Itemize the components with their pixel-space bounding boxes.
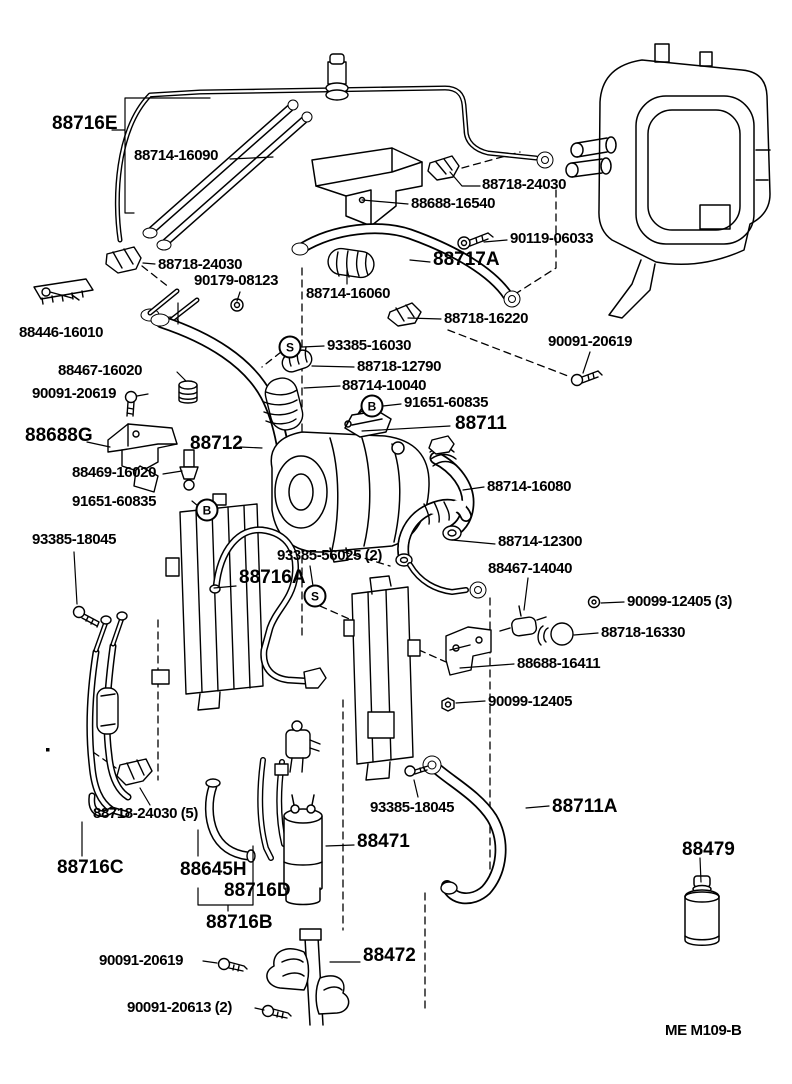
part-label-88467-16020: 88467-16020 [58, 362, 143, 379]
part-label-90179-08123: 90179-08123 [194, 272, 279, 289]
part-label-88718-24030-5: 88718-24030 (5) [93, 805, 198, 822]
part-label-90119-06033: 90119-06033 [510, 230, 594, 247]
part-label-88716E: 88716E [52, 113, 118, 134]
nut-90099-12405 [442, 698, 454, 711]
plug-88469-16020 [180, 450, 198, 490]
part-label-88479: 88479 [682, 839, 735, 860]
clamp-88718-24030-5 [117, 759, 152, 785]
screw-90091-20619-left [126, 392, 137, 417]
part-label-88471: 88471 [357, 831, 410, 852]
part-label-88714-10040: 88714-10040 [342, 377, 427, 394]
part-label-90099-12405-3: 90099-12405 (3) [627, 593, 732, 610]
part-label-93385-18045-left: 93385-18045 [32, 531, 117, 548]
part-label-88688-16540: 88688-16540 [411, 195, 496, 212]
part-label-88469-16020: 88469-16020 [72, 464, 157, 481]
left-pipes-88716C [46, 612, 152, 814]
part-label-88714-16060: 88714-16060 [306, 285, 391, 302]
part-label-88718-16330: 88718-16330 [601, 624, 686, 641]
insulator-88714-10040 [262, 375, 306, 433]
part-label-88712: 88712 [190, 433, 243, 454]
part-label-88718-24030-top: 88718-24030 [482, 176, 567, 193]
can-88479 [685, 876, 719, 945]
screw-90119-06033 [458, 233, 493, 249]
part-label-88718-16220: 88718-16220 [444, 310, 529, 327]
screw-90091-20619-right [572, 371, 603, 386]
clamp-88718-24030-left [106, 247, 141, 273]
part-label-91651-60835-right: 91651-60835 [404, 394, 489, 411]
part-label-91651-60835-left: 91651-60835 [72, 493, 157, 510]
screw-90091-20619-bottom [219, 959, 248, 972]
part-label-88716B: 88716B [206, 912, 273, 933]
part-label-88716D: 88716D [224, 880, 291, 901]
part-label-88717A: 88717A [433, 249, 500, 270]
circled-letter-S-3: S [304, 585, 327, 608]
part-label-93385-16030: 93385-16030 [327, 337, 412, 354]
part-label-88714-16080: 88714-16080 [487, 478, 572, 495]
part-label-88711: 88711 [455, 413, 507, 434]
washers-88467-16020 [179, 381, 197, 403]
bolt-90099-12405-3 [589, 597, 600, 608]
part-label-88688-16411: 88688-16411 [517, 655, 601, 672]
part-label-88716C: 88716C [57, 857, 124, 878]
clamp-88718-16220 [388, 303, 421, 326]
part-label-88472: 88472 [363, 945, 416, 966]
part-label-footer-code: ME M109-B [665, 1022, 742, 1039]
part-label-88467-14040: 88467-14040 [488, 560, 573, 577]
part-label-93385-18045-bottom: 93385-18045 [370, 799, 455, 816]
screw-93385-18045-left [74, 607, 100, 628]
part-label-90099-12405: 90099-12405 [488, 693, 573, 710]
hose-88714-16080 [429, 436, 468, 540]
part-label-88714-12300: 88714-12300 [498, 533, 583, 550]
cooler-pipes-88716E [141, 100, 312, 329]
part-label-90091-20619-left: 90091-20619 [32, 385, 117, 402]
circled-letter-B-2: B [196, 499, 219, 522]
valve-88645H [286, 721, 320, 772]
cap-88718-16330 [538, 623, 573, 645]
protector-88714-16060 [326, 247, 375, 279]
screw-93385-18045-bottom [405, 766, 428, 776]
part-label-88688G: 88688G [25, 425, 93, 446]
part-label-88711A: 88711A [552, 796, 618, 817]
part-label-88446-16010: 88446-16010 [19, 324, 104, 341]
part-label-88714-16090: 88714-16090 [134, 147, 219, 164]
pipe-sensor [326, 54, 348, 100]
pipe-88716D [206, 760, 288, 862]
part-label-88718-24030-left: 88718-24030 [158, 256, 243, 273]
plate-88446-16010 [34, 279, 93, 304]
screw-90091-20613-2 [263, 1006, 292, 1019]
part-label-88718-12790: 88718-12790 [357, 358, 442, 375]
bracket-88688-16540 [312, 148, 422, 226]
part-label-93385-56025: 93385-56025 (2) [277, 547, 382, 564]
hvac-unit [566, 44, 770, 318]
part-label-88716A: 88716A [239, 567, 306, 588]
circled-letter-B-1: B [361, 395, 384, 418]
part-label-90091-20619-bottom: 90091-20619 [99, 952, 184, 969]
part-label-90091-20613-2: 90091-20613 (2) [127, 999, 232, 1016]
circled-letter-S-0: S [279, 336, 302, 359]
bracket-88688G [108, 424, 177, 492]
part-label-90091-20619-right: 90091-20619 [548, 333, 633, 350]
hose-88711A [405, 756, 501, 898]
part-label-88645H: 88645H [180, 859, 247, 880]
